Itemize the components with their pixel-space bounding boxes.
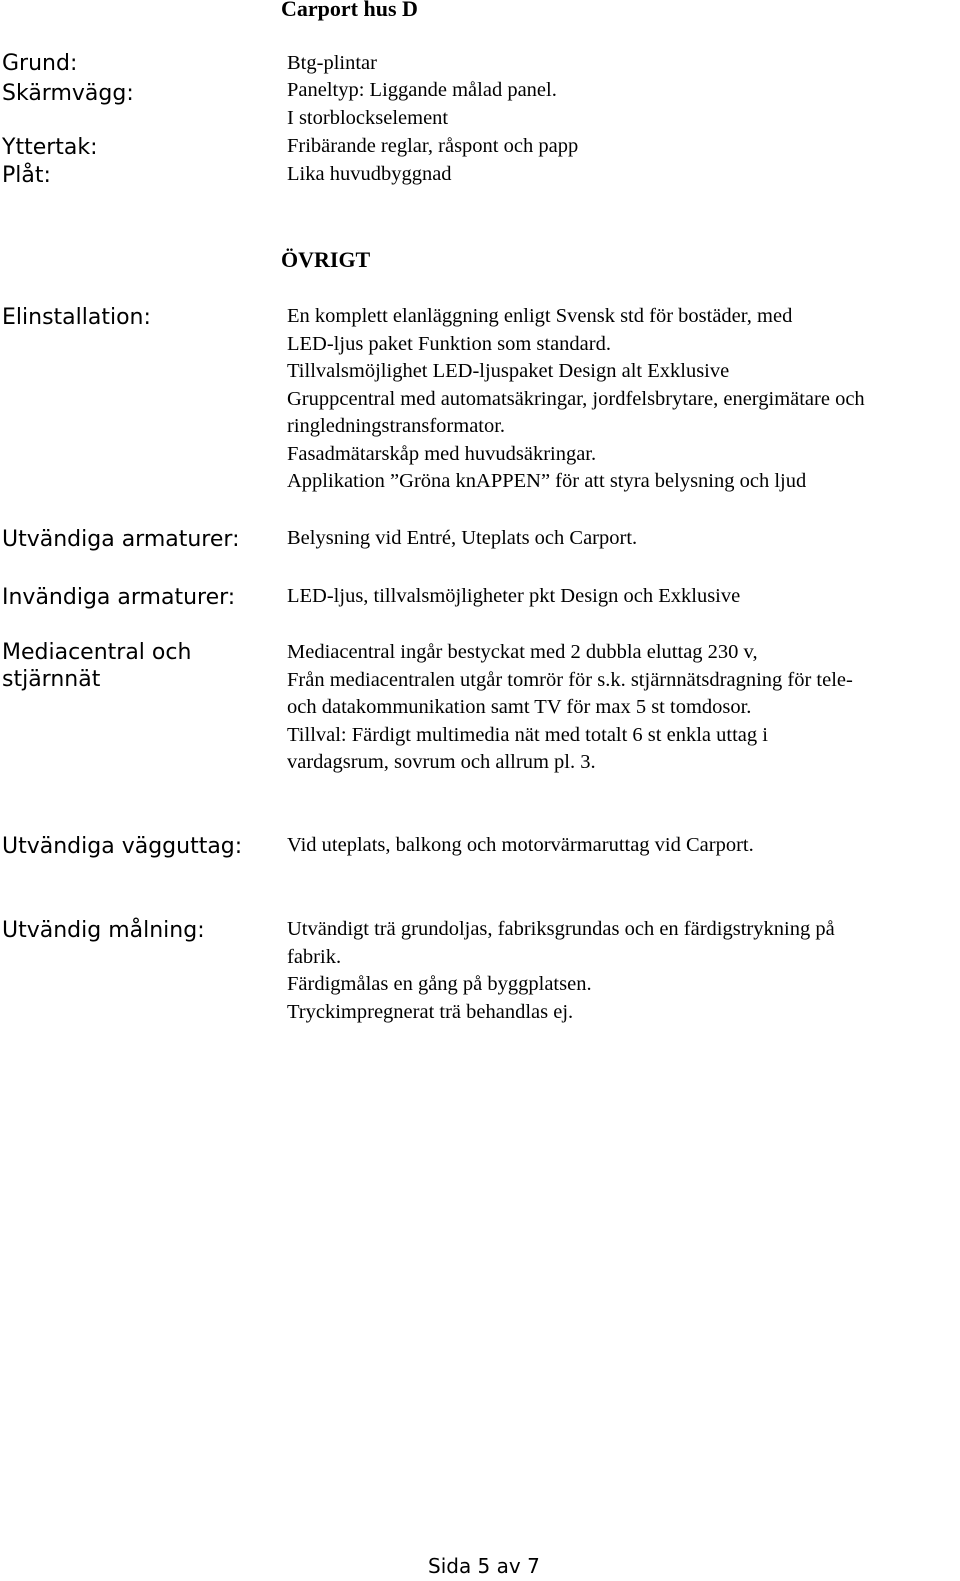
value-elinstallation-line: ringledningstransformator. [287,415,506,437]
value-elinstallation-line: Gruppcentral med automatsäkringar, jordfelsbrytare, energimätare och [287,387,865,410]
value-elinstallation-line: LED-ljus paket Funktion som standard. [287,332,611,355]
label-utvandiga-armaturer: Utvändiga armaturer: [2,527,240,552]
value-plat: Lika huvudbyggnad [287,163,452,185]
page-number: Sida 5 av 7 [428,1554,540,1578]
section-heading-ovrigt: ÖVRIGT [281,247,371,272]
value-elinstallation-line: En komplett elanläggning enligt Svensk std för bostäder, med [287,305,793,327]
value-utvandig-malning-line: fabrik. [287,945,342,968]
value-skarmvagg-line: Paneltyp: Liggande målad panel. [287,79,557,101]
value-utvandiga-vagguttag: Vid uteplats, balkong och motorvärmaruttag vid Carport. [287,834,754,856]
value-utvandig-malning [287,916,835,1026]
value-grund: Btg-plintar [287,52,377,74]
label-utvandiga-vagguttag: Utvändiga vägguttag: [2,834,243,859]
label-elinstallation: Elinstallation: [2,305,151,330]
value-elinstallation-line: Fasadmätarskåp med huvudsäkringar. [287,442,597,465]
value-elinstallation-line: Tillvalsmöjlighet LED-ljuspaket Design alt Exklusive [287,360,730,382]
label-invandiga-armaturer: Invändiga armaturer: [2,585,236,610]
label-mediacentral-line: stjärnnät [2,667,101,692]
label-mediacentral [2,639,191,693]
value-mediacentral-line: Från mediacentralen utgår tomrör för s.k. stjärnnätsdragning för tele- [287,668,853,691]
label-yttertak: Yttertak: [2,135,98,160]
label-grund: Grund: [2,51,78,76]
value-mediacentral-line: Mediacentral ingår bestyckat med 2 dubbla eluttag 230 v, [287,641,758,663]
value-mediacentral-line: och datakommunikation samt TV för max 5 st tomdosor. [287,696,752,718]
value-mediacentral [287,639,853,777]
value-elinstallation-line: Applikation ”Gröna knAPPEN” för att styra belysning och ljud [287,470,807,492]
value-utvandiga-armaturer: Belysning vid Entré, Uteplats och Carport. [287,527,638,549]
label-plat: Plåt: [2,163,51,188]
value-utvandig-malning-line: Tryckimpregnerat trä behandlas ej. [287,1000,574,1023]
label-skarmvagg: Skärmvägg: [2,81,134,106]
value-invandiga-armaturer: LED-ljus, tillvalsmöjligheter pkt Design och Exklusive [287,585,741,607]
value-elinstallation [287,303,865,496]
value-mediacentral-line: vardagsrum, sovrum och allrum pl. 3. [287,751,596,773]
value-skarmvagg-line: I storblockselement [287,106,449,129]
value-utvandig-malning-line: Färdigmålas en gång på byggplatsen. [287,973,592,995]
value-skarmvagg [287,77,557,132]
value-mediacentral-line: Tillval: Färdigt multimedia nät med totalt 6 st enkla uttag i [287,723,768,746]
label-utvandig-malning: Utvändig målning: [2,918,205,943]
value-yttertak: Fribärande reglar, råspont och papp [287,135,579,157]
document-title: Carport hus D [281,0,418,21]
value-utvandig-malning-line: Utvändigt trä grundoljas, fabriksgrundas och en färdigstrykning på [287,918,835,940]
label-mediacentral-line: Mediacentral och [2,640,192,665]
